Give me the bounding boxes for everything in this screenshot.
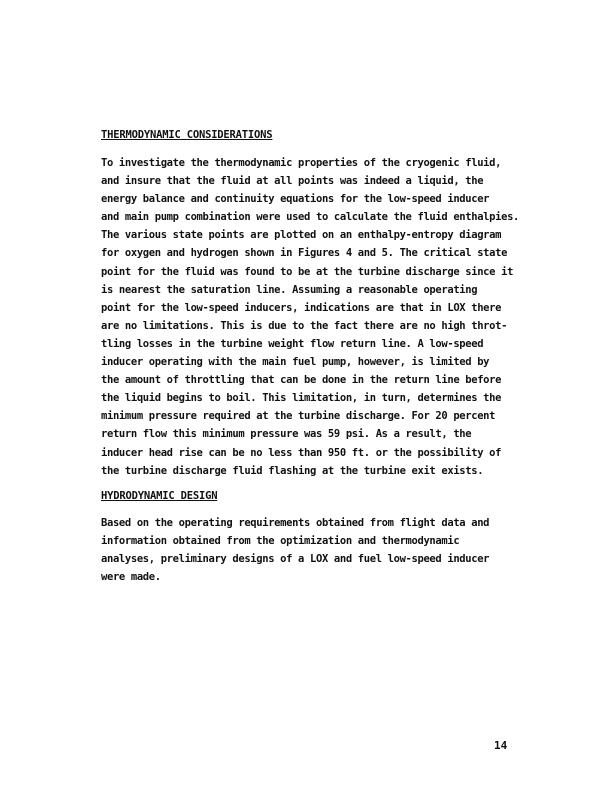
text-line: Based on the operating requirements obtained from flight data and: [101, 517, 490, 529]
section-heading-thermodynamic-considerations: THERMODYNAMIC CONSIDERATIONS: [101, 129, 273, 141]
text-line: are no limitations. This is due to the fact there are no high throt-: [101, 319, 508, 332]
text-line: inducer head rise can be no less than 950 ft. or the possibility of: [101, 446, 502, 459]
text-line: for oxygen and hydrogen shown in Figures 4 and 5. The critical state: [101, 247, 508, 260]
text-line: energy balance and continuity equations for the low-speed inducer: [101, 193, 490, 206]
text-line: and insure that the fluid at all points was indeed a liquid, the: [101, 175, 484, 188]
paragraph-thermodynamic-considerations: [101, 154, 519, 480]
text-line: the turbine discharge fluid flashing at the turbine exit exists.: [101, 464, 484, 477]
text-line: information obtained from the optimization and thermodynamic: [101, 535, 460, 548]
text-line: is nearest the saturation line. Assuming a reasonable operating: [101, 283, 478, 296]
text-line: minimum pressure required at the turbine discharge. For 20 percent: [101, 410, 496, 423]
text-line: point for the low-speed inducers, indications are that in LOX there: [101, 301, 502, 314]
text-line: analyses, preliminary designs of a LOX and fuel low-speed inducer: [101, 553, 490, 566]
text-line: the liquid begins to boil. This limitation, in turn, determines the: [101, 392, 502, 405]
paragraph-hydrodynamic-design: [101, 514, 489, 586]
text-line: To investigate the thermodynamic properties of the cryogenic fluid,: [101, 157, 502, 169]
text-line: and main pump combination were used to calculate the fluid enthalpies.: [101, 211, 520, 224]
text-line: were made.: [101, 571, 161, 584]
text-line: inducer operating with the main fuel pump, however, is limited by: [101, 356, 490, 369]
text-line: return flow this minimum pressure was 59 psi. As a result, the: [101, 428, 472, 441]
text-line: point for the fluid was found to be at the turbine discharge since it: [101, 265, 514, 278]
page-number: 14: [494, 739, 508, 752]
text-line: tling losses in the turbine weight flow return line. A low-speed: [101, 337, 484, 350]
text-line: The various state points are plotted on an enthalpy-entropy diagram: [101, 229, 502, 242]
section-heading-hydrodynamic-design: HYDRODYNAMIC DESIGN: [101, 490, 218, 502]
text-line: the amount of throttling that can be done in the return line before: [101, 374, 502, 387]
